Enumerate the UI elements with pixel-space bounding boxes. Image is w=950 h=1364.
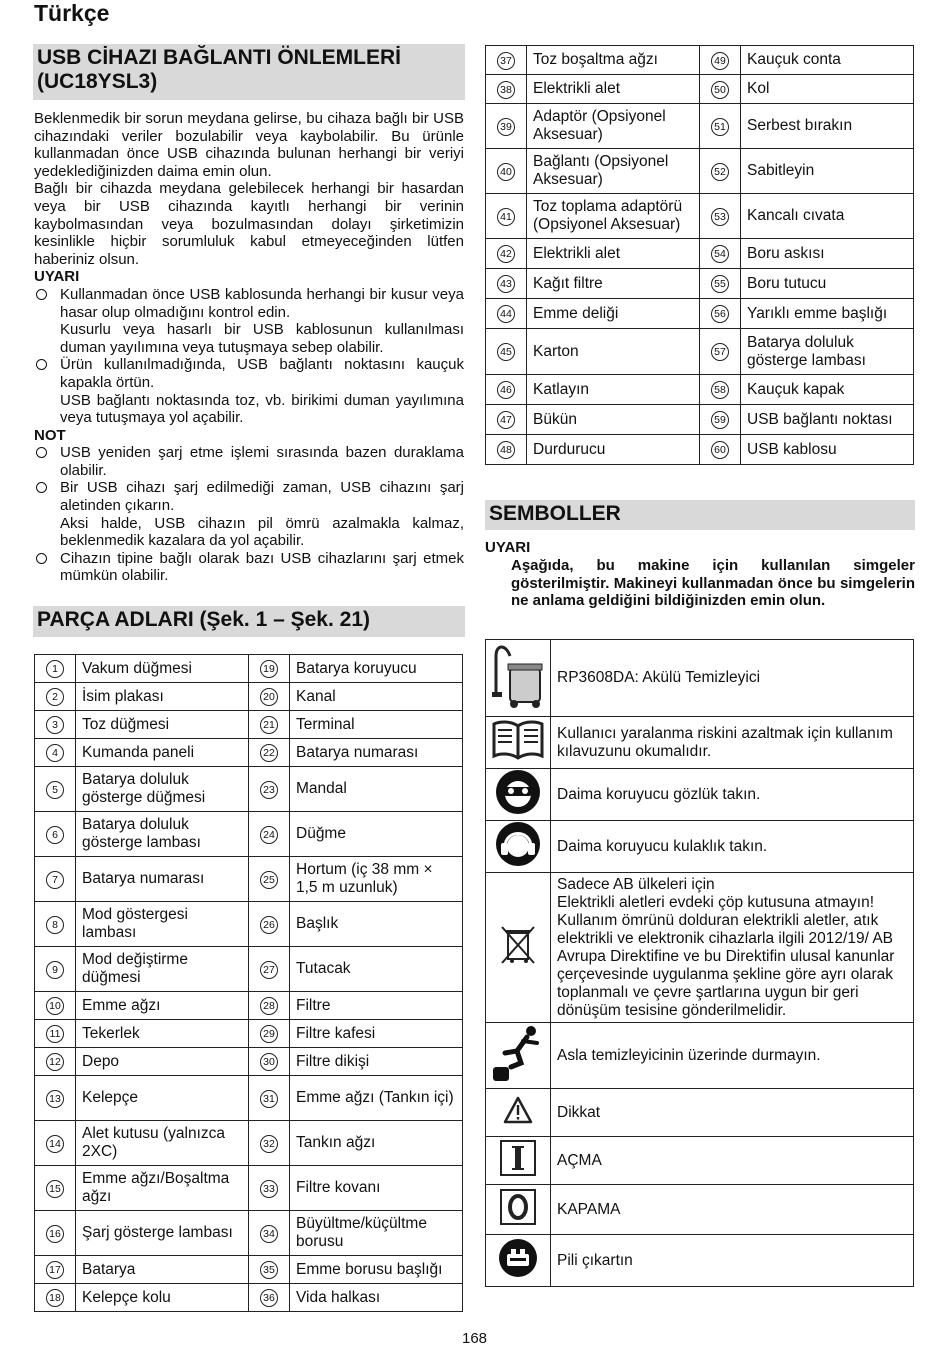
symbol-description: Asla temizleyicinin üzerinde durmayın. — [551, 1023, 914, 1089]
part-label: Kelepçe — [76, 1076, 249, 1121]
part-number — [486, 375, 527, 405]
part-number-badge: 29 — [260, 1025, 278, 1043]
part-number — [700, 75, 741, 104]
part-number-badge: 57 — [711, 343, 729, 361]
part-label: Alet kutusu (yalnızca 2XC) — [76, 1121, 249, 1166]
symbol-row — [486, 821, 914, 873]
part-label: Elektrikli alet — [527, 75, 700, 104]
usb-warning-main-text: Kullanmadan önce USB kablosunda herhangi bir kusur veya hasar olup olmadığını kontrol edin. — [60, 285, 464, 321]
part-label: Filtre kafesi — [290, 1020, 463, 1048]
part-number-badge: 55 — [711, 275, 729, 293]
part-number — [249, 812, 290, 857]
part-number-badge: 53 — [711, 208, 729, 226]
part-number — [249, 902, 290, 947]
part-label: Boru askısı — [741, 239, 914, 269]
part-number — [486, 194, 527, 239]
part-label: Elektrikli alet — [527, 239, 700, 269]
parts-row — [486, 75, 914, 104]
part-number-badge: 32 — [260, 1135, 278, 1153]
part-number-badge: 27 — [260, 961, 278, 979]
usb-warning-sub-text: USB bağlantı noktasında toz, vb. birikimi duman yayılımına veya tutuşmaya yol açabilir. — [60, 391, 464, 427]
usb-note-label: NOT — [34, 426, 66, 444]
part-number — [35, 1121, 76, 1166]
part-label: Batarya koruyucu — [290, 655, 463, 683]
parts-row — [35, 1284, 463, 1312]
part-number-badge: 1 — [46, 660, 64, 678]
part-number-badge: 28 — [260, 997, 278, 1015]
usb-warning-item — [34, 286, 464, 356]
part-number-badge: 31 — [260, 1090, 278, 1108]
part-number — [249, 947, 290, 992]
part-label: Sabitleyin — [741, 149, 914, 194]
part-label: Bağlantı (Opsiyonel Aksesuar) — [527, 149, 700, 194]
parts-row — [35, 947, 463, 992]
part-label: Düğme — [290, 812, 463, 857]
part-label: Filtre kovanı — [290, 1166, 463, 1211]
part-number-badge: 39 — [497, 118, 515, 136]
symbol-description: Dikkat — [551, 1089, 914, 1137]
part-number — [700, 329, 741, 375]
part-number — [249, 739, 290, 767]
symbol-description: Pili çıkartın — [551, 1235, 914, 1287]
parts-row — [486, 435, 914, 465]
crossed-bin-icon — [486, 873, 551, 1023]
off-symbol-icon — [486, 1185, 551, 1235]
vacuum-cleaner-icon — [486, 640, 551, 717]
part-number — [486, 269, 527, 299]
part-number — [249, 1211, 290, 1256]
part-number — [35, 947, 76, 992]
part-number-badge: 16 — [46, 1225, 64, 1243]
symbol-row — [486, 640, 914, 717]
part-label: Filtre — [290, 992, 463, 1020]
part-number — [249, 767, 290, 812]
part-number — [35, 1048, 76, 1076]
part-number — [700, 239, 741, 269]
part-number — [249, 655, 290, 683]
part-label: Kol — [741, 75, 914, 104]
part-label: İsim plakası — [76, 683, 249, 711]
part-label: Serbest bırakın — [741, 104, 914, 149]
parts-row — [35, 683, 463, 711]
part-number-badge: 50 — [711, 81, 729, 99]
usb-liability: Bağlı bir cihazda meydana gelebilecek herhangi bir hasardan veya bir USB cihazında kayıtlı herhangi bir verinin kaybolmasından veya bozulmasından dolayı şirketimizin kesinlikle hiçbir sorumluluk kabul etmeyeceğinden lütfen haberiniz olsun. — [34, 180, 464, 268]
part-number — [700, 104, 741, 149]
usb-warning-item — [34, 356, 464, 426]
part-label: Katlayın — [527, 375, 700, 405]
part-number-badge: 40 — [497, 163, 515, 181]
part-label: Mandal — [290, 767, 463, 812]
part-label: Karton — [527, 329, 700, 375]
symbol-description: Daima koruyucu gözlük takın. — [551, 769, 914, 821]
symbols-warning-text: Aşağıda, bu makine için kullanılan simgeler gösterilmiştir. Makineyi kullanmadan önce bu simgelerin ne anlama geldiğini bildiğinizden emin olun. — [511, 557, 915, 610]
usb-notes-list — [34, 444, 464, 585]
part-number-badge: 7 — [46, 871, 64, 889]
part-label: Emme ağzı — [76, 992, 249, 1020]
part-number — [486, 435, 527, 465]
symbol-row — [486, 1137, 914, 1185]
parts-row — [35, 655, 463, 683]
symbols-table — [485, 639, 914, 1287]
parts-row — [486, 299, 914, 329]
usb-intro: Beklenmedik bir sorun meydana gelirse, bu cihaza bağlı bir USB cihazındaki veriler bozulabilir veya kaybolabilir. Bu ürünle kullanmadan önce USB cihazında bulunan herhangi bir veriyi yedeklediğinizden daima emin olun. — [34, 110, 464, 180]
part-number-badge: 5 — [46, 781, 64, 799]
symbol-description: Daima koruyucu kulaklık takın. — [551, 821, 914, 873]
safety-goggles-icon — [486, 769, 551, 821]
part-number — [486, 299, 527, 329]
part-number-badge: 14 — [46, 1135, 64, 1153]
part-label: Mod değiştirme düğmesi — [76, 947, 249, 992]
part-number-badge: 54 — [711, 245, 729, 263]
part-label: Batarya numarası — [290, 739, 463, 767]
on-symbol-icon — [486, 1137, 551, 1185]
part-label: Batarya numarası — [76, 857, 249, 902]
part-number — [35, 1256, 76, 1284]
part-label: Kanal — [290, 683, 463, 711]
part-number — [249, 683, 290, 711]
part-label: Terminal — [290, 711, 463, 739]
parts-row — [486, 405, 914, 435]
part-number — [249, 711, 290, 739]
part-number — [249, 1048, 290, 1076]
part-number-badge: 23 — [260, 781, 278, 799]
part-label: Büyültme/küçültme borusu — [290, 1211, 463, 1256]
part-number-badge: 19 — [260, 660, 278, 678]
part-label: Filtre dikişi — [290, 1048, 463, 1076]
part-label: Tankın ağzı — [290, 1121, 463, 1166]
parts-row — [35, 1048, 463, 1076]
usb-note-item — [34, 550, 464, 585]
part-label: Emme ağzı/Boşaltma ağzı — [76, 1166, 249, 1211]
usb-title-line2: (UC18YSL3) — [37, 70, 158, 93]
part-label: Durdurucu — [527, 435, 700, 465]
part-label: Başlık — [290, 902, 463, 947]
page-number: 168 — [462, 1330, 488, 1347]
part-number-badge: 8 — [46, 916, 64, 934]
part-label: Kağıt filtre — [527, 269, 700, 299]
part-number-badge: 42 — [497, 245, 515, 263]
part-number-badge: 37 — [497, 52, 515, 70]
usb-warning-label: UYARI — [34, 268, 80, 286]
parts-section-title: PARÇA ADLARI (Şek. 1 – Şek. 21) — [33, 606, 465, 637]
usb-note-item — [34, 479, 464, 549]
part-label: Şarj gösterge lambası — [76, 1211, 249, 1256]
part-number-badge: 4 — [46, 744, 64, 762]
caution-triangle-icon — [486, 1089, 551, 1137]
parts-row — [35, 1076, 463, 1121]
usb-warning-sub-text: Kusurlu veya hasarlı bir USB kablosunun kullanılması duman yayılımına veya tutuşmaya sebep olabilir. — [60, 321, 464, 356]
parts-row — [35, 1211, 463, 1256]
symbol-description: Sadece AB ülkeleri için Elektrikli aletleri evdeki çöp kutusuna atmayın! Kullanım ömrünü dolduran elektrikli aletler, atık elektrikli ve elektronik cihazlarla ilgili 2012/19/ AB Avrupa Direktifine ve bu Direktifin ulusal kanunlar çerçevesinde uygulanma şekline göre ayrı olarak toplanmalı ve çevre şartlarına uygun bir geri dönüşüm tesisine gönderilmelidir. — [551, 873, 914, 1023]
part-number — [700, 405, 741, 435]
symbol-description: KAPAMA — [551, 1185, 914, 1235]
part-number-badge: 47 — [497, 411, 515, 429]
parts-table-left — [34, 654, 463, 1312]
part-number-badge: 18 — [46, 1289, 64, 1307]
part-number — [700, 435, 741, 465]
parts-row — [486, 239, 914, 269]
part-label: Kauçuk conta — [741, 46, 914, 75]
part-number — [35, 902, 76, 947]
part-number — [249, 857, 290, 902]
part-label: Mod göstergesi lambası — [76, 902, 249, 947]
part-number — [35, 655, 76, 683]
part-number — [249, 1284, 290, 1312]
part-label: Hortum (iç 38 mm × 1,5 m uzunluk) — [290, 857, 463, 902]
part-label: Bükün — [527, 405, 700, 435]
usb-note-main-text: Bir USB cihazı şarj edilmediği zaman, USB cihazını şarj aletinden çıkarın. — [60, 479, 464, 515]
part-number-badge: 49 — [711, 52, 729, 70]
part-number-badge: 56 — [711, 305, 729, 323]
part-number — [249, 992, 290, 1020]
part-number-badge: 24 — [260, 826, 278, 844]
parts-row — [35, 711, 463, 739]
part-number-badge: 13 — [46, 1090, 64, 1108]
part-label: Boru tutucu — [741, 269, 914, 299]
part-number — [35, 739, 76, 767]
part-number — [249, 1121, 290, 1166]
part-label: Emme deliği — [527, 299, 700, 329]
part-number-badge: 10 — [46, 997, 64, 1015]
symbol-row — [486, 769, 914, 821]
part-number-badge: 52 — [711, 163, 729, 181]
parts-row — [35, 1166, 463, 1211]
part-label: Batarya doluluk gösterge lambası — [741, 329, 914, 375]
part-number-badge: 20 — [260, 688, 278, 706]
parts-row — [35, 767, 463, 812]
part-number-badge: 3 — [46, 716, 64, 734]
part-number-badge: 34 — [260, 1225, 278, 1243]
falling-person-icon — [486, 1023, 551, 1089]
language-heading: Türkçe — [34, 0, 110, 26]
parts-row — [486, 46, 914, 75]
symbol-row — [486, 1185, 914, 1235]
part-number — [700, 194, 741, 239]
ear-protection-icon — [486, 821, 551, 873]
part-label: Emme ağzı (Tankın içi) — [290, 1076, 463, 1121]
usb-note-main-text: USB yeniden şarj etme işlemi sırasında bazen duraklama olabilir. — [60, 444, 464, 479]
parts-row — [486, 104, 914, 149]
part-number — [35, 1020, 76, 1048]
part-number-badge: 51 — [711, 118, 729, 136]
part-label: Emme borusu başlığı — [290, 1256, 463, 1284]
part-label: Vakum düğmesi — [76, 655, 249, 683]
part-number — [35, 992, 76, 1020]
usb-section-body — [34, 110, 464, 585]
parts-table-right — [485, 45, 914, 465]
part-number-badge: 45 — [497, 343, 515, 361]
part-number — [486, 104, 527, 149]
parts-row — [35, 902, 463, 947]
part-number — [486, 46, 527, 75]
part-label: Kauçuk kapak — [741, 375, 914, 405]
parts-row — [486, 149, 914, 194]
part-number-badge: 38 — [497, 81, 515, 99]
part-number-badge: 15 — [46, 1180, 64, 1198]
part-label: Adaptör (Opsiyonel Aksesuar) — [527, 104, 700, 149]
part-number — [35, 683, 76, 711]
part-number — [486, 239, 527, 269]
part-number-badge: 25 — [260, 871, 278, 889]
part-number — [486, 329, 527, 375]
usb-note-main-text: Cihazın tipine bağlı olarak bazı USB cihazlarını şarj etmek mümkün olabilir. — [60, 549, 464, 585]
part-number — [700, 149, 741, 194]
usb-section-title — [33, 44, 465, 100]
part-number — [35, 857, 76, 902]
part-label: Kelepçe kolu — [76, 1284, 249, 1312]
part-number — [35, 1166, 76, 1211]
part-number-badge: 44 — [497, 305, 515, 323]
symbol-row — [486, 873, 914, 1023]
symbol-description: Kullanıcı yaralanma riskini azaltmak için kullanım kılavuzunu okumalıdır. — [551, 717, 914, 769]
part-number-badge: 60 — [711, 441, 729, 459]
usb-note-item — [34, 444, 464, 479]
symbol-row — [486, 1089, 914, 1137]
symbol-row — [486, 1235, 914, 1287]
part-number — [486, 75, 527, 104]
remove-battery-icon — [486, 1235, 551, 1287]
part-number — [35, 812, 76, 857]
part-number — [700, 269, 741, 299]
part-number-badge: 41 — [497, 208, 515, 226]
part-label: USB bağlantı noktası — [741, 405, 914, 435]
symbols-section-title: SEMBOLLER — [485, 500, 915, 530]
part-number-badge: 33 — [260, 1180, 278, 1198]
symbols-warning-label: UYARI — [485, 539, 531, 556]
part-label: Toz düğmesi — [76, 711, 249, 739]
parts-row — [35, 739, 463, 767]
part-label: USB kablosu — [741, 435, 914, 465]
parts-row — [35, 1121, 463, 1166]
part-label: Batarya doluluk gösterge lambası — [76, 812, 249, 857]
part-number — [700, 375, 741, 405]
parts-row — [35, 992, 463, 1020]
part-number — [249, 1166, 290, 1211]
parts-row — [486, 375, 914, 405]
parts-row — [486, 329, 914, 375]
usb-warnings-list — [34, 286, 464, 427]
part-number — [486, 405, 527, 435]
part-number — [35, 711, 76, 739]
part-label: Batarya — [76, 1256, 249, 1284]
part-number-badge: 12 — [46, 1053, 64, 1071]
part-number-badge: 35 — [260, 1261, 278, 1279]
part-number-badge: 22 — [260, 744, 278, 762]
part-label: Tekerlek — [76, 1020, 249, 1048]
part-label: Toz toplama adaptörü (Opsiyonel Aksesuar) — [527, 194, 700, 239]
part-label: Depo — [76, 1048, 249, 1076]
part-number — [249, 1020, 290, 1048]
read-manual-icon — [486, 717, 551, 769]
usb-warning-main-text: Ürün kullanılmadığında, USB bağlantı noktasını kauçuk kapakla örtün. — [60, 356, 464, 391]
parts-row — [35, 1256, 463, 1284]
part-label: Kancalı cıvata — [741, 194, 914, 239]
parts-row — [486, 269, 914, 299]
usb-note-sub-text: Aksi halde, USB cihazın pil ömrü azalmakla kalmaz, beklenmedik kazalara da yol açabilir. — [60, 514, 464, 550]
part-number-badge: 48 — [497, 441, 515, 459]
part-number-badge: 11 — [46, 1025, 64, 1043]
part-number-badge: 6 — [46, 826, 64, 844]
symbol-description: RP3608DA: Akülü Temizleyici — [551, 640, 914, 717]
part-number-badge: 30 — [260, 1053, 278, 1071]
part-number — [700, 46, 741, 75]
part-number — [486, 149, 527, 194]
part-number — [35, 1211, 76, 1256]
part-number — [700, 299, 741, 329]
part-number — [249, 1076, 290, 1121]
part-label: Toz boşaltma ağzı — [527, 46, 700, 75]
part-number-badge: 43 — [497, 275, 515, 293]
part-number-badge: 58 — [711, 381, 729, 399]
parts-row — [486, 194, 914, 239]
symbol-row — [486, 1023, 914, 1089]
part-number-badge: 46 — [497, 381, 515, 399]
part-number — [249, 1256, 290, 1284]
part-number-badge: 17 — [46, 1261, 64, 1279]
part-label: Tutacak — [290, 947, 463, 992]
part-label: Vida halkası — [290, 1284, 463, 1312]
part-label: Yarıklı emme başlığı — [741, 299, 914, 329]
part-number-badge: 2 — [46, 688, 64, 706]
usb-title-line1: USB CİHAZI BAĞLANTI ÖNLEMLERİ — [37, 46, 401, 69]
part-number-badge: 9 — [46, 961, 64, 979]
symbol-row — [486, 717, 914, 769]
parts-row — [35, 812, 463, 857]
part-number — [35, 1076, 76, 1121]
part-number-badge: 59 — [711, 411, 729, 429]
part-number — [35, 767, 76, 812]
part-label: Batarya doluluk gösterge düğmesi — [76, 767, 249, 812]
parts-row — [35, 1020, 463, 1048]
part-label: Kumanda paneli — [76, 739, 249, 767]
part-number-badge: 26 — [260, 916, 278, 934]
symbol-description: AÇMA — [551, 1137, 914, 1185]
parts-row — [35, 857, 463, 902]
part-number-badge: 21 — [260, 716, 278, 734]
part-number-badge: 36 — [260, 1289, 278, 1307]
part-number — [35, 1284, 76, 1312]
